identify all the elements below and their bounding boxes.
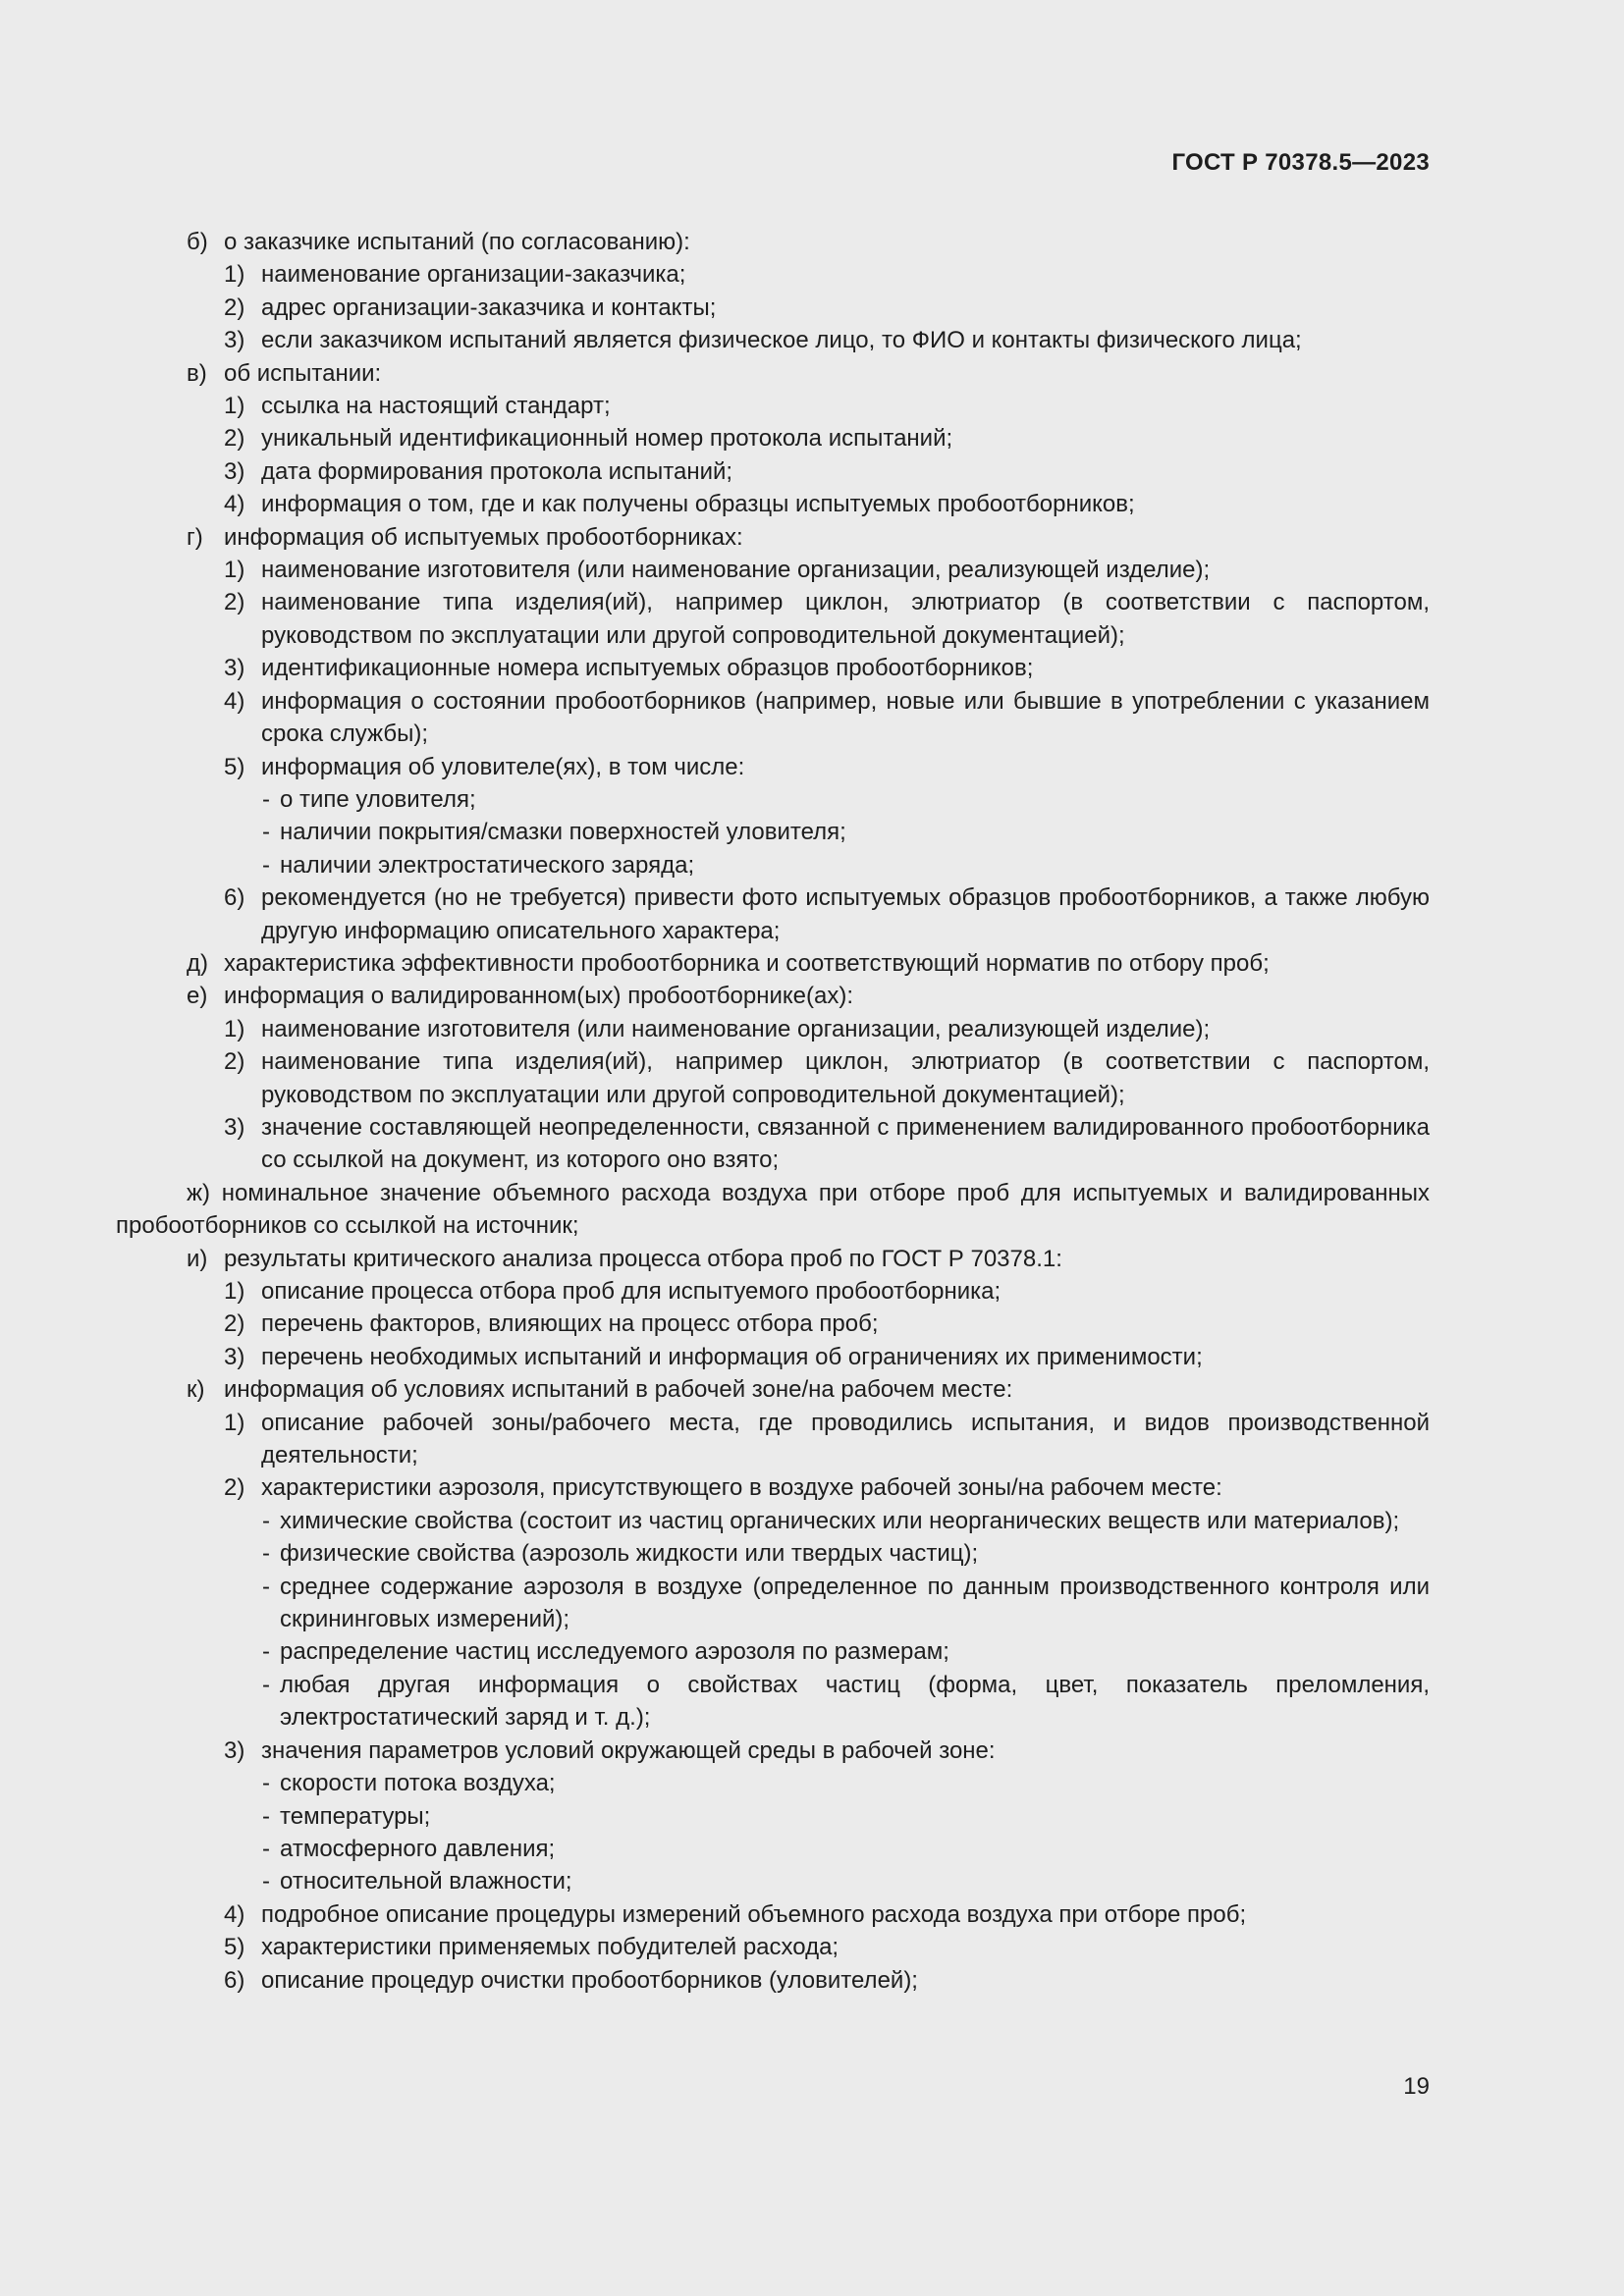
item-text: химические свойства (состоит из частиц органических или неорганических веществ или материалов); <box>280 1507 1400 1534</box>
list-item <box>116 947 1430 980</box>
dash-item <box>116 1635 1430 1668</box>
list-item <box>116 1341 1430 1373</box>
item-text: среднее содержание аэрозоля в воздухе (определенное по данным производственного контроля или скрининговых измерений); <box>280 1573 1430 1633</box>
item-text: информация об условиях испытаний в рабочей зоне/на рабочем месте: <box>224 1376 1013 1404</box>
item-marker: 2) <box>224 589 245 616</box>
item-marker: 2) <box>224 425 245 453</box>
item-marker: - <box>262 1770 270 1797</box>
item-marker: 1) <box>224 1409 245 1436</box>
item-text: распределение частиц исследуемого аэрозоля по размерам; <box>280 1638 949 1666</box>
list-item <box>116 751 1430 783</box>
item-text: идентификационные номера испытуемых образцов пробоотборников; <box>261 655 1034 682</box>
item-marker: 1) <box>224 1015 245 1042</box>
list-item <box>116 881 1430 947</box>
dash-item <box>116 1505 1430 1537</box>
list-item <box>116 1111 1430 1177</box>
item-text: информация об уловителе(ях), в том числе: <box>261 753 745 780</box>
item-text: уникальный идентификационный номер протокола испытаний; <box>261 425 953 453</box>
paragraph-item <box>116 1177 1430 1243</box>
list-item <box>116 521 1430 554</box>
dash-item <box>116 816 1430 848</box>
item-marker: 2) <box>224 1474 245 1502</box>
list-item <box>116 1045 1430 1111</box>
item-marker: - <box>262 851 270 879</box>
item-text: подробное описание процедуры измерений объемного расхода воздуха при отборе проб; <box>261 1900 1247 1928</box>
item-marker: 3) <box>224 457 245 485</box>
list-item <box>116 226 1430 258</box>
item-text: рекомендуется (но не требуется) привести фото испытуемых образцов пробоотборников, а также любую другую информацию описательного характера; <box>261 884 1430 944</box>
list-item <box>116 455 1430 488</box>
item-marker: к) <box>187 1376 205 1404</box>
item-text: результаты критического анализа процесса отбора проб по ГОСТ Р 70378.1: <box>224 1245 1062 1272</box>
item-marker: - <box>262 1868 270 1896</box>
item-marker: 6) <box>224 1966 245 1994</box>
item-marker: 2) <box>224 294 245 321</box>
dash-item <box>116 1833 1430 1865</box>
item-text: дата формирования протокола испытаний; <box>261 457 733 485</box>
item-text: значения параметров условий окружающей среды в рабочей зоне: <box>261 1736 996 1764</box>
item-marker: - <box>262 1507 270 1534</box>
item-text: физические свойства (аэрозоль жидкости или твердых частиц); <box>280 1540 979 1568</box>
item-text: любая другая информация о свойствах частиц (форма, цвет, показатель преломления, электростатический заряд и т. д.); <box>280 1671 1430 1732</box>
item-text: наименование типа изделия(ий), например циклон, элютриатор (в соответствии с паспортом, руководством по эксплуатации или другой сопроводительной документацией); <box>261 589 1430 649</box>
item-marker: ж) <box>187 1179 211 1206</box>
item-marker: 1) <box>224 261 245 289</box>
item-text: информация об испытуемых пробоотборниках: <box>224 523 743 551</box>
list-item <box>116 554 1430 586</box>
list-item <box>116 357 1430 390</box>
dash-item <box>116 1537 1430 1570</box>
item-text: наименование изготовителя (или наименование организации, реализующей изделие); <box>261 557 1211 584</box>
item-marker: е) <box>187 983 208 1010</box>
item-text: информация о валидированном(ых) пробоотборнике(ах): <box>224 983 854 1010</box>
list-item <box>116 258 1430 291</box>
item-text: о заказчике испытаний (по согласованию): <box>224 229 690 255</box>
item-marker: и) <box>187 1245 208 1272</box>
list-item <box>116 685 1430 751</box>
item-marker: - <box>262 1573 270 1600</box>
dash-item <box>116 1571 1430 1636</box>
list-item <box>116 1898 1430 1931</box>
item-marker: 2) <box>224 1310 245 1338</box>
item-marker: б) <box>187 229 208 255</box>
item-marker: в) <box>187 359 207 387</box>
list-item <box>116 586 1430 652</box>
item-marker: 4) <box>224 491 245 518</box>
item-marker: - <box>262 1671 270 1698</box>
item-text: ссылка на настоящий стандарт; <box>261 393 611 420</box>
list-item <box>116 1243 1430 1275</box>
item-text: перечень необходимых испытаний и информация об ограничениях их применимости; <box>261 1343 1203 1370</box>
list-item <box>116 1931 1430 1963</box>
list-item <box>116 390 1430 422</box>
item-text: характеристики аэрозоля, присутствующего в воздухе рабочей зоны/на рабочем месте: <box>261 1474 1222 1502</box>
item-text: характеристики применяемых побудителей расхода; <box>261 1934 839 1961</box>
list-item <box>116 1964 1430 1997</box>
item-text: наличии электростатического заряда; <box>280 851 695 879</box>
item-text: наличии покрытия/смазки поверхностей уловителя; <box>280 819 846 846</box>
dash-item <box>116 1865 1430 1897</box>
item-text: значение составляющей неопределенности, связанной с применением валидированного пробоотборника со ссылкой на документ, из которого оно взято; <box>261 1113 1430 1174</box>
item-text: если заказчиком испытаний является физическое лицо, то ФИО и контакты физического лица; <box>261 327 1302 354</box>
item-text: температуры; <box>280 1802 431 1830</box>
list-item <box>116 1471 1430 1504</box>
item-marker: 1) <box>224 557 245 584</box>
item-marker: - <box>262 1802 270 1830</box>
dash-item <box>116 1800 1430 1833</box>
item-text: описание рабочей зоны/рабочего места, где проводились испытания, и видов производственной деятельности; <box>261 1409 1430 1469</box>
list-item <box>116 1308 1430 1340</box>
list-item <box>116 652 1430 684</box>
list-item <box>116 980 1430 1012</box>
item-marker: г) <box>187 523 203 551</box>
item-text: информация о состоянии пробоотборников (например, новые или бывшие в употреблении с указанием срока службы); <box>261 687 1430 748</box>
item-text: об испытании: <box>224 359 382 387</box>
item-text: номинальное значение объемного расхода воздуха при отборе проб для испытуемых и валидированных пробоотборников со ссылкой на источник; <box>116 1179 1430 1240</box>
item-marker: 5) <box>224 753 245 780</box>
list-item <box>116 422 1430 454</box>
item-marker: 3) <box>224 1113 245 1141</box>
item-text: наименование изготовителя (или наименование организации, реализующей изделие); <box>261 1015 1211 1042</box>
item-marker: 3) <box>224 1343 245 1370</box>
document-code: ГОСТ Р 70378.5—2023 <box>1171 149 1430 176</box>
list-item <box>116 1013 1430 1045</box>
item-marker: - <box>262 1638 270 1666</box>
dash-item <box>116 783 1430 816</box>
list-item <box>116 324 1430 356</box>
list-item <box>116 488 1430 520</box>
item-marker: 1) <box>224 393 245 420</box>
item-text: атмосферного давления; <box>280 1835 556 1862</box>
item-marker: 4) <box>224 687 245 715</box>
item-text: скорости потока воздуха; <box>280 1770 556 1797</box>
list-item <box>116 1407 1430 1472</box>
item-text: адрес организации-заказчика и контакты; <box>261 294 717 321</box>
list-item <box>116 1275 1430 1308</box>
item-marker: - <box>262 819 270 846</box>
item-marker: - <box>262 785 270 813</box>
dash-item <box>116 1669 1430 1735</box>
list-item <box>116 292 1430 324</box>
item-marker: 3) <box>224 1736 245 1764</box>
list-item <box>116 1735 1430 1767</box>
item-text: наименование организации-заказчика; <box>261 261 686 289</box>
item-text: перечень факторов, влияющих на процесс отбора проб; <box>261 1310 879 1338</box>
dash-item <box>116 1767 1430 1799</box>
item-marker: д) <box>187 949 208 977</box>
item-marker: 1) <box>224 1278 245 1305</box>
item-text: описание процесса отбора проб для испытуемого пробоотборника; <box>261 1278 1001 1305</box>
item-marker: 5) <box>224 1934 245 1961</box>
item-marker: 3) <box>224 655 245 682</box>
item-marker: 3) <box>224 327 245 354</box>
item-text: наименование типа изделия(ий), например циклон, элютриатор (в соответствии с паспортом, руководством по эксплуатации или другой сопроводительной документацией); <box>261 1048 1430 1108</box>
dash-item <box>116 849 1430 881</box>
item-marker: - <box>262 1540 270 1568</box>
item-text: описание процедур очистки пробоотборников (уловителей); <box>261 1966 918 1994</box>
page-number: 19 <box>1403 2073 1430 2100</box>
item-marker: 4) <box>224 1900 245 1928</box>
item-marker: 6) <box>224 884 245 912</box>
item-text: относительной влажности; <box>280 1868 572 1896</box>
item-text: характеристика эффективности пробоотборника и соответствующий норматив по отбору проб; <box>224 949 1270 977</box>
document-body <box>116 226 1430 1997</box>
list-item <box>116 1373 1430 1406</box>
item-text: о типе уловителя; <box>280 785 476 813</box>
item-text: информация о том, где и как получены образцы испытуемых пробоотборников; <box>261 491 1135 518</box>
item-marker: 2) <box>224 1048 245 1076</box>
item-marker: - <box>262 1835 270 1862</box>
